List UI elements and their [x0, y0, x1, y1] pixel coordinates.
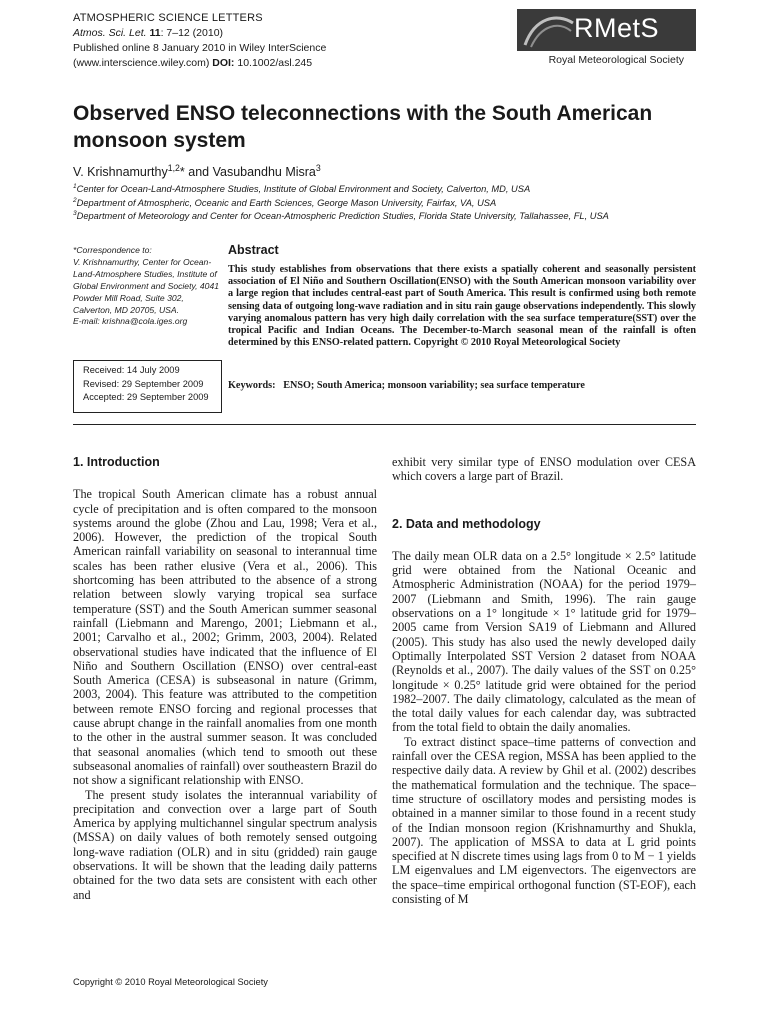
journal-name: ATMOSPHERIC SCIENCE LETTERS [73, 12, 263, 24]
abstract-text: This study establishes from observations that there exists a spatially coherent and seasonally persistent association of El Niño and Southern Oscillation(ENSO) with the South American monsoon variability over a large region that includes central-east part of South America. This result is confirmed using both remote sensing data of outgoing long-wave radiation and in situ rain gauge observations independently. This slowly varying anomalous pattern has very high daily correlation with the sea surface temperature(SST) over the tropical Pacific and Indian Oceans. The December-to-March seasonal mean of the rainfall is often determined by this ENSO-related pattern. Copyright © 2010 Royal Meteorological Society [228, 264, 696, 349]
logo-society: Royal Meteorological Society [548, 54, 684, 66]
rmets-logo [517, 9, 696, 69]
footer-copyright: Copyright © 2010 Royal Meteorological Society [73, 977, 268, 987]
data-heading: 2. Data and methodology [392, 516, 541, 531]
doi-link[interactable]: 10.1002/asl.245 [237, 57, 313, 69]
received-date: Received: 14 July 2009 [83, 365, 180, 375]
intro-paragraph-2: The present study isolates the interannual variability of precipitation and convection over a large part of South America by applying multichannel singular spectrum analysis (MSSA) on daily values of both remotely sensed outgoing long-wave radiation (OLR) and in situ (gridded) rain gauge observations. It will be shown that the leading daily patterns obtained for the two data sets are consistent with each other and [73, 787, 377, 902]
data-paragraph-1: The daily mean OLR data on a 2.5° longitude × 2.5° latitude grid were obtained from the National Oceanic and Atmospheric Administration (NOAA) for the period 1979–2007 (Liebmann and Smith, 1996). The rain gauge observations on a 1° longitude × 1° latitude grid for 1979–2005 came from Version SA19 of Liebmann and Allured (2005). This study has also used the newly developed daily Optimally Interpolated SST Version 2 dataset from NOAA (Reynolds et al., 2007). The daily values of the SST on 0.25° longitude × 0.25° latitude grid were obtained for the period 1982–2007. The daily climatology, calculated as the mean of the total daily values for each calendar day, was subtracted from the total field to obtain the daily anomalies. [392, 548, 696, 735]
affiliation-2: $^2$Department of Atmospheric, Oceanic and Earth Sciences, George Mason University, Fairfax, VA, USA [73, 196, 497, 208]
correspondence-body: V. Krishnamurthy, Center for Ocean-Land-Atmosphere Studies, Institute of Global Environment and Society, 4041 Powder Mill Road, Suite 302, Calverton, MD 20705, USA. [73, 256, 220, 315]
data-paragraph-2: To extract distinct space–time patterns of convection and rainfall over the CESA region, MSSA has been applied to the respective daily data. A review by Ghil et al. (2002) describes the mathematical formulation and the technique. The space–time structure of oscillatory modes and persisting modes is obtained in a manner similar to those found in a recent study of the Indian monsoon region (Krishnamurthy and Shukla, 2007). The application of MSSA to data at L grid points specified at N discrete times using lags from 0 to M − 1 yields LM eigenvalues and LM eigenvectors. The eigenvectors are the space–time empirical orthogonal function (ST-EOF), each consisting of M [392, 734, 696, 907]
intro-heading: 1. Introduction [73, 455, 160, 469]
column-right [392, 455, 696, 906]
dates-box [73, 360, 222, 413]
column-left [73, 455, 377, 902]
revised-date: Revised: 29 September 2009 [83, 378, 204, 389]
keywords: Keywords: ENSO; South America; monsoon variability; sea surface temperature [228, 380, 585, 391]
paper-title: Observed ENSO teleconnections with the South American monsoon system [73, 102, 653, 152]
logo-text: RMetS [574, 13, 660, 43]
affiliations [73, 183, 609, 224]
affiliation-3: $^3$Department of Meteorology and Center for Ocean-Atmospheric Prediction Studies, Florida State University, Tallahassee, FL, USA [73, 209, 609, 221]
intro-continued: exhibit very similar type of ENSO modulation over CESA which covers a large part of Brazil. [392, 455, 696, 484]
intro-paragraph-1: The tropical South American climate has a robust annual cycle of precipitation and is often compared to the monsoon systems around the globe (Zhou and Lau, 1998; Vera et al., 2006). However, the prediction of the tropical South American rainfall variability on seasonal to interannual time scales has been rather elusive (Vera et al., 2006). This shortcoming has been attributed to the absence of a strong relation between slowly varying tropical sea surface temperature (SST) and the South American summer seasonal rainfall (Liebmann and Marengo, 2001; Liebmann et al., 2001; Carvalho et al., 2002; Grimm, 2003, 2004). Related observational studies have indicated that the influence of El Niño and Southern Oscillation (ENSO) over central-east South America (CESA) is subseasonal in nature (Grimm, 2003, 2004). This feature was attributed to the competition between remote ENSO forcing and regional processes that cause abrupt change in the rainfall anomalies from one month to the other in the austral summer season. It was concluded that seasonal anomalies (which tend to smooth out these subseasonal anomalies of rainfall) over southeastern Brazil do not show a significant relationship with ENSO. [73, 487, 377, 788]
abstract-heading: Abstract [228, 243, 279, 257]
published-line: Published online 8 January 2010 in Wiley InterScience [73, 42, 327, 54]
correspondence [73, 245, 221, 328]
journal-header [73, 11, 326, 71]
citation: Atmos. Sci. Let. 11: 7–12 (2010) [73, 27, 224, 39]
correspondence-label: *Correspondence to: [73, 245, 152, 255]
affiliation-1: $^1$Center for Ocean-Land-Atmosphere Studies, Institute of Global Environment and Society, Calverton, MD, USA [73, 182, 531, 194]
accepted-date: Accepted: 29 September 2009 [83, 392, 209, 402]
logo-swirl-icon [517, 9, 577, 51]
authors: V. Krishnamurthy$^{1,2}$* and Vasubandhu Misra$^3$ [73, 162, 321, 179]
website-link[interactable]: (www.interscience.wiley.com) [73, 57, 210, 69]
correspondence-email[interactable]: E-mail: krishna@cola.iges.org [73, 316, 188, 327]
doi-line: (www.interscience.wiley.com) DOI: 10.1002/asl.245 [73, 57, 313, 69]
section-divider [73, 424, 696, 425]
